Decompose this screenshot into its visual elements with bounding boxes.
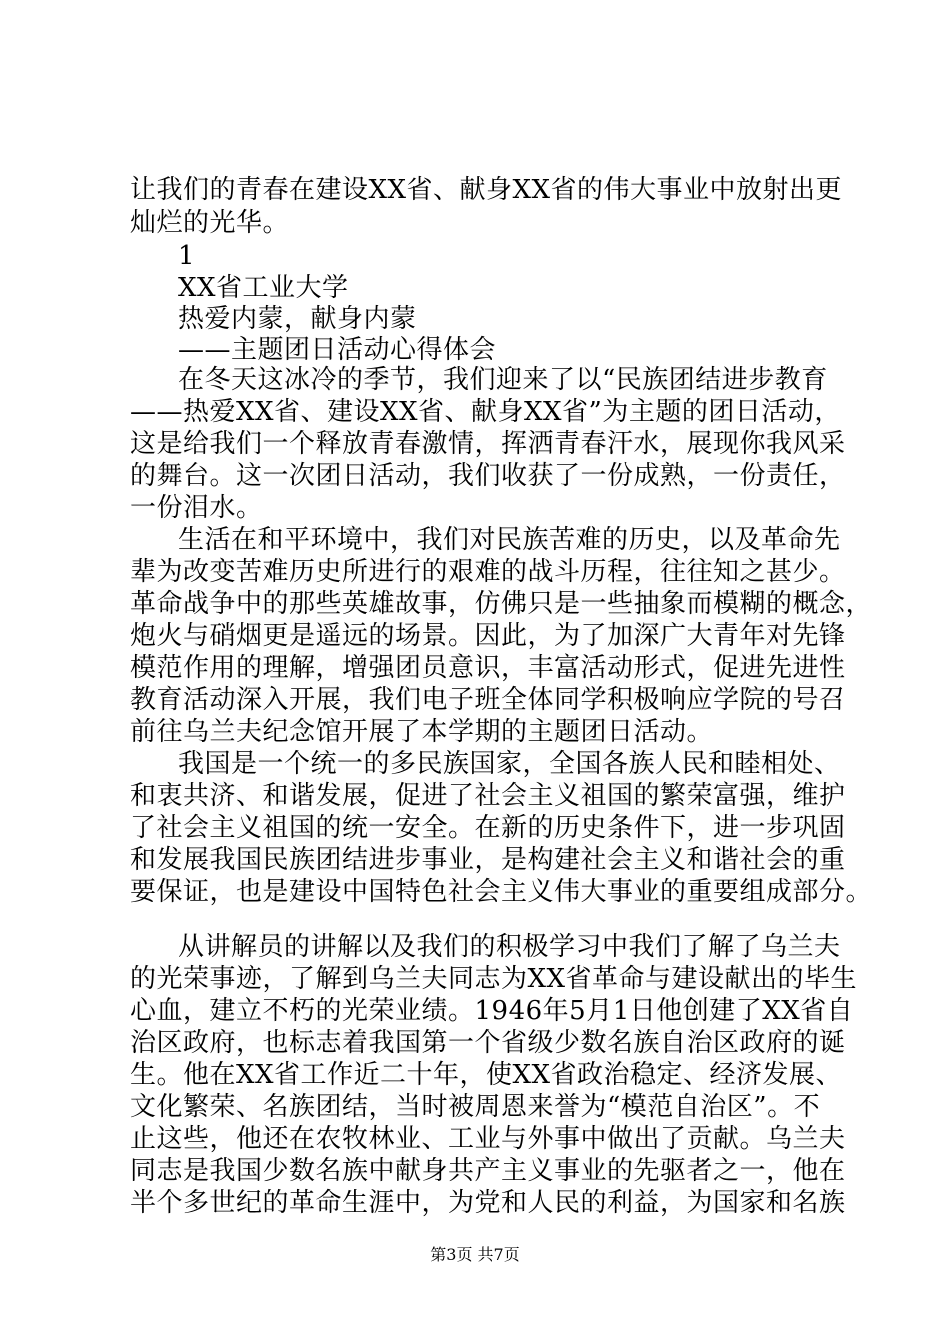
body-text-line: 革命战争中的那些英雄故事，仿佛只是一些抽象而模糊的概念，: [130, 589, 873, 619]
body-text-line: 的舞台。这一次团日活动，我们收获了一份成熟，一份责任，: [130, 461, 846, 491]
page-number-marker: 1: [178, 241, 196, 271]
body-text-line: 一份泪水。: [130, 493, 263, 523]
page-footer: 第3页 共7页: [430, 1245, 520, 1264]
body-text-line: 模范作用的理解，增强团员意识，丰富活动形式，促进先进性: [130, 653, 846, 683]
body-text-line: 了社会主义祖国的统一安全。在新的历史条件下，进一步巩固: [130, 813, 846, 843]
body-text-line: ——热爱XX省、建设XX省、献身XX省”为主题的团日活动，: [130, 397, 841, 427]
body-text-line: 和发展我国民族团结进步事业，是构建社会主义和谐社会的重: [130, 845, 846, 875]
body-text-line: 在冬天这冰冷的季节，我们迎来了以“民族团结进步教育: [178, 365, 828, 395]
body-text-line: 生。他在XX省工作近二十年，使XX省政治稳定、经济发展、: [130, 1060, 843, 1090]
body-text-line: 要保证，也是建设中国特色社会主义伟大事业的重要组成部分。: [130, 877, 873, 907]
body-text-line: 同志是我国少数名族中献身共产主义事业的先驱者之一，他在: [130, 1156, 846, 1186]
body-text-line: 的光荣事迹，了解到乌兰夫同志为XX省革命与建设献出的毕生: [130, 964, 858, 994]
body-text-line: 我国是一个统一的多民族国家，全国各族人民和睦相处、: [178, 749, 841, 779]
body-text-line: 辈为改变苦难历史所进行的艰难的战斗历程，往往知之甚少。: [130, 557, 846, 587]
body-text-line: 教育活动深入开展，我们电子班全体同学积极响应学院的号召: [130, 685, 846, 715]
document-subtitle: ——主题团日活动心得体会: [178, 335, 497, 365]
body-text-line: 心血，建立不朽的光荣业绩。1946年5月1日他创建了XX省自: [130, 996, 854, 1026]
body-text-line: 灿烂的光华。: [130, 208, 290, 238]
body-text-line: 半个多世纪的革命生涯中，为党和人民的利益，为国家和名族: [130, 1188, 846, 1218]
body-text-line: 前往乌兰夫纪念馆开展了本学期的主题团日活动。: [130, 717, 714, 747]
document-title: 热爱内蒙，献身内蒙: [178, 304, 417, 334]
body-text-line: 这是给我们一个释放青春激情，挥洒青春汗水，展现你我风采: [130, 429, 846, 459]
body-text-line: 从讲解员的讲解以及我们的积极学习中我们了解了乌兰夫: [178, 932, 841, 962]
body-text-line: 治区政府，也标志着我国第一个省级少数名族自治区政府的诞: [130, 1028, 846, 1058]
body-text-line: 和衷共济、和谐发展，促进了社会主义祖国的繁荣富强，维护: [130, 781, 846, 811]
body-text-line: 止这些，他还在农牧林业、工业与外事中做出了贡献。乌兰夫: [130, 1124, 846, 1154]
university-name: XX省工业大学: [178, 273, 349, 303]
body-text-line: 文化繁荣、名族团结，当时被周恩来誉为“模范自治区”。不: [130, 1092, 821, 1122]
body-text-line: 生活在和平环境中，我们对民族苦难的历史，以及革命先: [178, 525, 841, 555]
body-text-line: 让我们的青春在建设XX省、献身XX省的伟大事业中放射出更: [130, 175, 843, 205]
body-text-line: 炮火与硝烟更是遥远的场景。因此，为了加深广大青年对先锋: [130, 621, 846, 651]
